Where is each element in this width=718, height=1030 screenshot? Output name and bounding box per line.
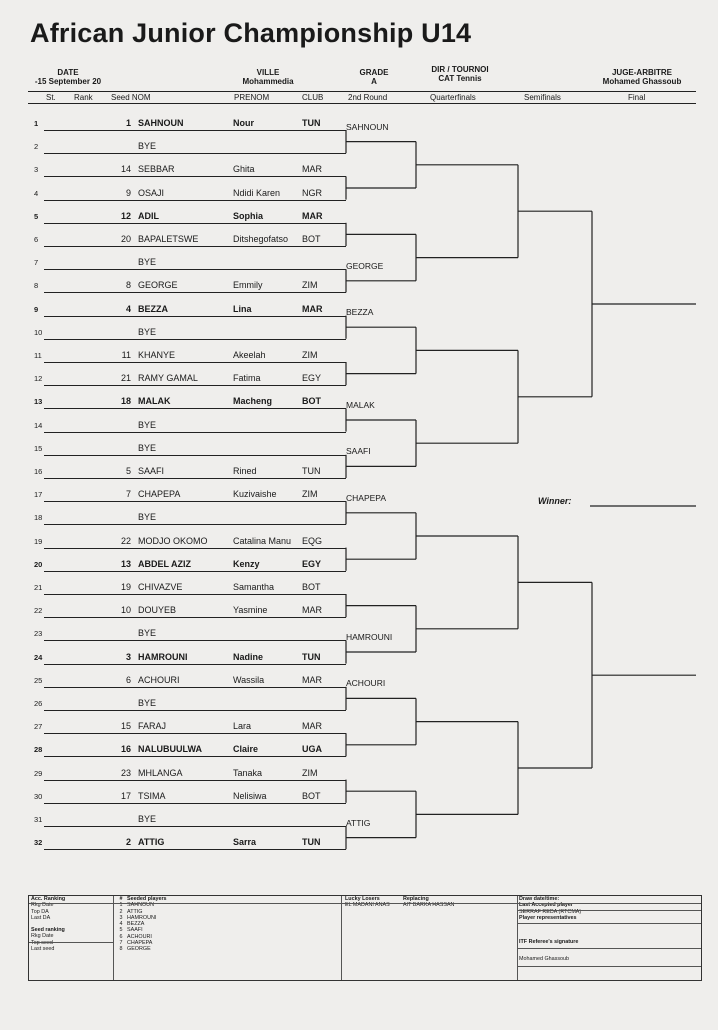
last-accepted-value: SERRAF REDA (RTCMA) bbox=[519, 908, 582, 915]
player-name: BYE bbox=[138, 512, 157, 523]
player-name: MALAK bbox=[138, 396, 171, 407]
seed-number: 8 bbox=[119, 946, 123, 953]
draw-position: 3 bbox=[34, 165, 39, 175]
player-club: MAR bbox=[302, 721, 322, 732]
juge-label: JUGE-ARBITRE bbox=[611, 68, 672, 77]
player-first-name: Kenzy bbox=[233, 558, 260, 569]
player-club: UGA bbox=[302, 744, 322, 755]
seeded-player bbox=[115, 946, 335, 952]
player-club: ZIM bbox=[302, 350, 318, 360]
player-seed: 2 bbox=[125, 837, 131, 848]
draw-position: 29 bbox=[34, 768, 43, 778]
col-club: CLUB bbox=[302, 93, 324, 102]
player-club: MAR bbox=[302, 303, 323, 314]
player-club: MAR bbox=[302, 605, 322, 616]
date-label: DATE bbox=[57, 68, 79, 77]
player-seed: 19 bbox=[120, 582, 131, 592]
player-club: EGY bbox=[302, 373, 322, 384]
player-first-name: Emmily bbox=[233, 280, 263, 291]
player-club: TUN bbox=[302, 466, 321, 476]
draw-position: 15 bbox=[34, 443, 43, 453]
juge-value: Mohamed Ghassoub bbox=[602, 77, 682, 86]
replacing-label: Replacing bbox=[403, 896, 429, 902]
player-name: ADIL bbox=[138, 210, 159, 221]
seeded-col bbox=[115, 896, 335, 980]
winner-label: Winner: bbox=[538, 496, 572, 506]
player-name: OSAJI bbox=[138, 187, 165, 198]
col-final: Final bbox=[628, 93, 646, 102]
seed-number: 1 bbox=[119, 902, 123, 909]
player-club: NGR bbox=[302, 187, 322, 198]
seeded-list bbox=[115, 902, 335, 952]
player-seed: 15 bbox=[120, 721, 131, 732]
col-seed-nom: Seed NOM bbox=[111, 93, 151, 102]
draw-position: 1 bbox=[34, 119, 39, 128]
col-semifinals: Semifinals bbox=[524, 93, 561, 102]
player-first-name: Kuzivaishe bbox=[233, 489, 277, 500]
draw-position: 22 bbox=[34, 606, 43, 616]
second-round-name: BEZZA bbox=[346, 307, 374, 318]
player-club: ZIM bbox=[302, 767, 318, 778]
player-first-name: Lina bbox=[233, 303, 252, 314]
player-name: BAPALETSWE bbox=[138, 234, 199, 244]
rkg-date2-label: Rkg Date bbox=[31, 933, 54, 940]
player-club: TUN bbox=[302, 651, 321, 662]
player-seed: 20 bbox=[120, 234, 131, 244]
second-round-name: SAHNOUN bbox=[346, 121, 389, 132]
draw-position: 2 bbox=[34, 142, 39, 152]
seed-name: SAHNOUN bbox=[127, 902, 154, 909]
player-first-name: Wassila bbox=[233, 674, 265, 685]
draw-position: 24 bbox=[34, 652, 43, 662]
player-name: NALUBUULWA bbox=[138, 744, 202, 755]
replacing-name: AIT BARKA HASSAN bbox=[403, 902, 455, 909]
draw-position: 11 bbox=[34, 351, 42, 360]
player-seed: 21 bbox=[120, 373, 131, 384]
player-reps-label: Player representatives bbox=[519, 914, 577, 921]
grade-value: A bbox=[371, 77, 377, 86]
top-da-label: Top DA bbox=[31, 908, 49, 915]
player-seed: 5 bbox=[125, 466, 131, 476]
seed-name: SAAFI bbox=[127, 927, 143, 934]
col-st: St. bbox=[46, 93, 56, 102]
second-round-name: MALAK bbox=[346, 400, 375, 410]
player-club: TUN bbox=[302, 837, 321, 848]
player-first-name: Catalina Manu bbox=[233, 535, 292, 546]
col-2nd-round: 2nd Round bbox=[348, 93, 388, 102]
seeded-label: Seeded players bbox=[127, 896, 167, 902]
player-name: FARAJ bbox=[138, 721, 167, 732]
player-first-name: Tanaka bbox=[233, 767, 263, 778]
lucky-name: EL MADANI ANAS bbox=[345, 902, 390, 909]
player-seed: 7 bbox=[125, 489, 131, 500]
col-prenom: PRENOM bbox=[234, 93, 270, 102]
draw-position: 20 bbox=[34, 559, 43, 569]
player-name: ABDEL AZIZ bbox=[138, 558, 191, 569]
draw-position: 8 bbox=[34, 281, 39, 291]
ville-label: VILLE bbox=[256, 68, 280, 77]
top-seed-label: Top seed bbox=[31, 939, 53, 946]
second-round-name: SAAFI bbox=[346, 446, 371, 457]
player-name: SAAFI bbox=[138, 466, 165, 476]
seed-name: BEZZA bbox=[127, 921, 145, 928]
player-first-name: Akeelah bbox=[233, 350, 266, 360]
player-name: KHANYE bbox=[138, 350, 176, 360]
draw-position: 26 bbox=[34, 699, 43, 708]
player-club: BOT bbox=[302, 790, 321, 801]
draw-position: 32 bbox=[34, 838, 43, 848]
acc-ranking-col bbox=[31, 896, 109, 980]
second-round-name: CHAPEPA bbox=[346, 492, 386, 503]
draw-position: 17 bbox=[34, 490, 43, 500]
player-name: ACHOURI bbox=[138, 674, 180, 685]
draw-position: 16 bbox=[34, 467, 43, 476]
last-da-label: Last DA bbox=[31, 914, 51, 921]
player-name: BYE bbox=[138, 628, 157, 639]
hash-label: # bbox=[119, 896, 123, 902]
player-club: ZIM bbox=[302, 489, 318, 500]
draw-position: 18 bbox=[34, 513, 43, 523]
player-first-name: Sophia bbox=[233, 210, 264, 221]
player-first-name: Yasmine bbox=[233, 605, 268, 616]
player-club: BOT bbox=[302, 582, 321, 592]
draw-info-col bbox=[519, 896, 699, 980]
lucky-col bbox=[345, 896, 515, 980]
player-first-name: Nadine bbox=[233, 651, 264, 662]
draw-position: 4 bbox=[34, 188, 39, 198]
player-name: BYE bbox=[138, 442, 157, 453]
player-seed: 4 bbox=[125, 303, 131, 314]
date-value: -15 September 20 bbox=[34, 77, 102, 86]
draw-position: 6 bbox=[34, 235, 39, 244]
player-name: DOUYEB bbox=[138, 605, 177, 616]
draw-position: 5 bbox=[34, 211, 39, 221]
player-name: BYE bbox=[138, 419, 157, 430]
second-round-name: ACHOURI bbox=[346, 678, 386, 689]
player-first-name: Claire bbox=[233, 744, 259, 755]
seed-number: 4 bbox=[119, 921, 123, 928]
player-name: CHIVAZVE bbox=[138, 582, 183, 592]
draw-position: 27 bbox=[34, 722, 43, 732]
itf-signature-value: Mohamed Ghassoub bbox=[519, 956, 570, 963]
col-rank: Rank bbox=[74, 93, 93, 102]
player-name: BYE bbox=[138, 257, 157, 268]
player-club: EGY bbox=[302, 558, 322, 569]
player-name: SAHNOUN bbox=[138, 118, 184, 128]
draw-position: 31 bbox=[34, 815, 43, 824]
second-round-name: GEORGE bbox=[346, 260, 384, 271]
ville-value: Mohammedia bbox=[242, 77, 294, 86]
player-name: BYE bbox=[138, 141, 157, 152]
player-first-name: Sarra bbox=[233, 837, 257, 848]
player-name: HAMROUNI bbox=[138, 651, 188, 662]
player-name: CHAPEPA bbox=[138, 489, 181, 500]
player-club: ZIM bbox=[302, 280, 318, 291]
player-club: BOT bbox=[302, 234, 321, 244]
player-seed: 18 bbox=[120, 396, 131, 407]
seed-name: HAMROUNI bbox=[127, 914, 157, 921]
draw-position: 28 bbox=[34, 745, 43, 755]
page-title: African Junior Championship U14 bbox=[30, 18, 472, 48]
second-round-name: ATTIG bbox=[346, 817, 371, 828]
player-first-name: Nelisiwa bbox=[233, 790, 267, 801]
player-name: RAMY GAMAL bbox=[138, 373, 198, 384]
lucky-label: Lucky Losers bbox=[345, 896, 380, 902]
draw-date-label: Draw date/time: bbox=[519, 896, 560, 902]
draw-position: 21 bbox=[34, 583, 43, 592]
draw-position: 25 bbox=[34, 675, 43, 685]
draw-position: 7 bbox=[34, 258, 39, 268]
player-name: MHLANGA bbox=[138, 767, 183, 778]
player-club: MAR bbox=[302, 210, 323, 221]
player-name: MODJO OKOMO bbox=[138, 535, 208, 546]
draw-position: 19 bbox=[34, 536, 43, 546]
player-seed: 3 bbox=[125, 651, 131, 662]
seed-number: 7 bbox=[119, 940, 123, 947]
player-seed: 14 bbox=[120, 164, 131, 175]
player-name: SEBBAR bbox=[138, 164, 175, 175]
second-round-name: HAMROUNI bbox=[346, 632, 393, 642]
player-seed: 22 bbox=[120, 535, 131, 546]
player-first-name: Fatima bbox=[233, 373, 261, 384]
player-seed: 10 bbox=[120, 605, 131, 616]
player-first-name: Ditshegofatso bbox=[233, 234, 289, 244]
draw-position: 14 bbox=[34, 420, 43, 430]
player-name: BYE bbox=[138, 814, 157, 824]
player-seed: 9 bbox=[125, 187, 131, 198]
seed-number: 6 bbox=[119, 933, 123, 940]
acc-ranking-label: Acc. Ranking bbox=[31, 896, 66, 902]
itf-signature-label: ITF Referee's signature bbox=[519, 939, 579, 946]
footer-panel bbox=[28, 895, 702, 981]
dir-value: CAT Tennis bbox=[438, 74, 482, 83]
seed-name: GEORGE bbox=[127, 946, 151, 953]
seed-number: 2 bbox=[119, 908, 123, 915]
draw-position: 23 bbox=[34, 629, 43, 639]
draw-position: 13 bbox=[34, 397, 43, 407]
dir-label: DIR / TOURNOI bbox=[431, 65, 489, 74]
player-seed: 13 bbox=[120, 558, 131, 569]
player-name: BEZZA bbox=[138, 303, 168, 314]
draw-position: 9 bbox=[34, 304, 39, 314]
player-name: BYE bbox=[138, 326, 157, 337]
last-seed-label: Last seed bbox=[31, 946, 55, 953]
grade-label: GRADE bbox=[359, 68, 389, 77]
player-first-name: Ndidi Karen bbox=[233, 187, 281, 198]
player-first-name: Ghita bbox=[233, 164, 255, 175]
player-club: MAR bbox=[302, 674, 322, 685]
draw-position: 10 bbox=[34, 327, 43, 337]
player-name: BYE bbox=[138, 698, 157, 708]
player-seed: 17 bbox=[120, 790, 131, 801]
col-quarterfinals: Quarterfinals bbox=[430, 93, 476, 102]
player-first-name: Rined bbox=[233, 466, 257, 476]
seed-name: ATTIG bbox=[127, 908, 143, 915]
player-name: GEORGE bbox=[138, 280, 178, 291]
player-club: TUN bbox=[302, 118, 321, 128]
seed-ranking-label: Seed ranking bbox=[31, 927, 65, 934]
player-first-name: Lara bbox=[233, 721, 252, 732]
player-club: EQG bbox=[302, 535, 323, 546]
player-club: MAR bbox=[302, 164, 322, 175]
draw-position: 30 bbox=[34, 791, 43, 801]
player-first-name: Samantha bbox=[233, 582, 275, 592]
player-seed: 16 bbox=[120, 744, 131, 755]
player-seed: 23 bbox=[120, 767, 131, 778]
draw-position: 12 bbox=[34, 374, 43, 384]
seed-name: CHAPEPA bbox=[127, 940, 153, 947]
seed-number: 3 bbox=[119, 914, 123, 921]
last-accepted-label: Last Accepted player bbox=[519, 902, 574, 909]
rkg-date-label: Rkg Date bbox=[31, 902, 54, 909]
player-seed: 6 bbox=[125, 674, 131, 685]
player-seed: 1 bbox=[125, 118, 131, 128]
seed-number: 5 bbox=[119, 927, 123, 934]
player-name: ATTIG bbox=[138, 837, 165, 848]
player-name: TSIMA bbox=[138, 790, 166, 801]
player-seed: 11 bbox=[121, 350, 131, 360]
seed-name: ACHOURI bbox=[127, 933, 152, 940]
player-club: BOT bbox=[302, 396, 321, 407]
player-seed: 8 bbox=[125, 280, 131, 291]
player-first-name: Nour bbox=[233, 118, 254, 128]
player-seed: 12 bbox=[120, 210, 131, 221]
player-first-name: Macheng bbox=[233, 396, 273, 407]
